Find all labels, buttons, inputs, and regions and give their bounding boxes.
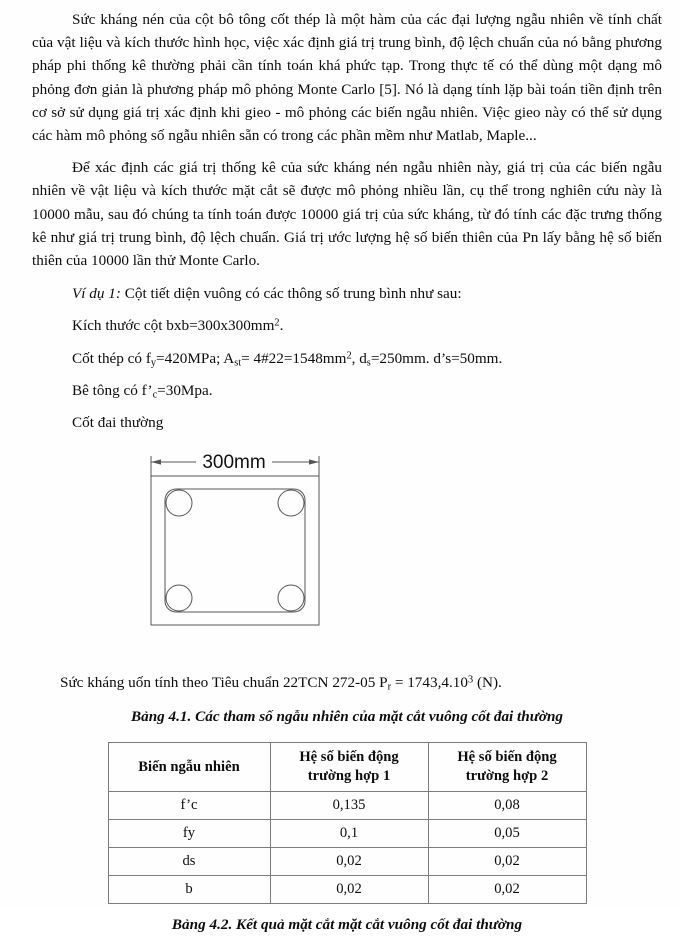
flexural-resistance-line bbox=[32, 668, 662, 694]
cell-case2: 0,08 bbox=[428, 792, 586, 820]
spec-steel-mid4: =250mm. d’s=50mm. bbox=[370, 349, 503, 367]
spec-dimension-text: Kích thước cột bxb=300x300mm bbox=[72, 317, 275, 335]
spec-concrete-value: =30Mpa. bbox=[157, 381, 213, 399]
table-4-1-caption: Bảng 4.1. Các tham số ngẫu nhiên của mặt cắt vuông cốt đai thường bbox=[130, 708, 564, 726]
rebar-bottom-right bbox=[278, 585, 304, 611]
column-cross-section-figure bbox=[117, 440, 347, 665]
spec-steel-area-exponent: 2 bbox=[346, 350, 352, 361]
cell-variable: b bbox=[108, 876, 270, 904]
cell-variable: ds bbox=[108, 848, 270, 876]
spec-stirrup: Cốt đai thường bbox=[72, 414, 164, 432]
resistance-value: = 1743,4.10 bbox=[391, 674, 468, 692]
random-parameters-table bbox=[108, 742, 587, 904]
cell-variable: f’c bbox=[108, 792, 270, 820]
spec-steel-mid1: =420MPa; A bbox=[156, 349, 235, 367]
column-cross-section-svg bbox=[117, 440, 347, 660]
table-header bbox=[108, 743, 586, 792]
cell-case1: 0,02 bbox=[270, 848, 428, 876]
column-header-case2-line1: Hệ số biến động bbox=[457, 749, 557, 766]
spec-steel-mid2: = 4#22=1548mm bbox=[241, 349, 347, 367]
spec-dimension-period: . bbox=[279, 317, 284, 335]
rebar-bottom-left bbox=[166, 585, 192, 611]
spec-dimension bbox=[32, 305, 662, 337]
resistance-sub-r: r bbox=[387, 681, 392, 693]
resistance-exponent: 3 bbox=[467, 674, 474, 686]
table-4-2-caption: Bảng 4.2. Kết quả mặt cắt mặt cắt vuông cốt đai thường bbox=[171, 916, 523, 934]
stirrup-outline bbox=[165, 489, 305, 612]
spec-steel bbox=[32, 338, 662, 370]
figure-container bbox=[32, 440, 662, 668]
cell-variable: fy bbox=[108, 820, 270, 848]
table-row bbox=[108, 848, 586, 876]
spec-steel-sub-s: s bbox=[366, 356, 371, 368]
cell-case1: 0,135 bbox=[270, 792, 428, 820]
example-label: Ví dụ 1: bbox=[72, 285, 121, 303]
resistance-prefix: Sức kháng uốn tính theo Tiêu chuẩn 22TCN 272-05 P bbox=[60, 674, 388, 692]
spec-steel-sub-st: st bbox=[234, 356, 242, 368]
extension-lines bbox=[151, 462, 319, 625]
rebar-top-left bbox=[166, 490, 192, 516]
cell-case2: 0,02 bbox=[428, 848, 586, 876]
resistance-unit: (N). bbox=[473, 674, 502, 692]
rebar-top-right bbox=[278, 490, 304, 516]
spec-concrete bbox=[32, 370, 662, 402]
column-header-case1 bbox=[270, 743, 428, 792]
column-header-case2-line2: trường hợp 2 bbox=[465, 768, 549, 785]
table-header-row bbox=[108, 743, 586, 792]
cell-case2: 0,02 bbox=[428, 876, 586, 904]
arrowhead-right bbox=[309, 460, 319, 465]
table-body bbox=[108, 792, 586, 904]
column-header-case2 bbox=[428, 743, 586, 792]
example-heading bbox=[32, 272, 662, 305]
cell-case1: 0,1 bbox=[270, 820, 428, 848]
table-row bbox=[108, 792, 586, 820]
spec-steel-sub-y: y bbox=[150, 356, 157, 368]
spec-concrete-prefix: Bê tông có f’ bbox=[72, 381, 153, 399]
cell-case1: 0,02 bbox=[270, 876, 428, 904]
dimension-label: 300mm bbox=[202, 452, 266, 474]
table-row bbox=[108, 820, 586, 848]
column-header-case1-line2: trường hợp 1 bbox=[307, 768, 391, 785]
example-intro-text: Cột tiết diện vuông có các thông số trung bình như sau: bbox=[124, 285, 462, 303]
column-header-case1-line1: Hệ số biến động bbox=[299, 749, 399, 766]
column-header-variable bbox=[108, 743, 270, 792]
table-container bbox=[32, 728, 662, 904]
cell-case2: 0,05 bbox=[428, 820, 586, 848]
spec-dimension-exponent: 2 bbox=[274, 317, 280, 329]
spec-concrete-sub-c: c bbox=[152, 389, 158, 401]
table-row bbox=[108, 876, 586, 904]
spec-steel-prefix: Cốt thép có f bbox=[72, 349, 151, 367]
arrowhead-left bbox=[151, 460, 161, 465]
column-outline bbox=[151, 476, 319, 625]
paragraph-intro: Sức kháng nén của cột bô tông cốt thép là một hàm của các đại lượng ngẫu nhiên về tính chất của vật liệu và kích thước hình học, việc xác định giá trị trung bình, độ lệch chuẩn của nó bằng phương pháp phi thống kê thường phải cần tính toán khá phức tạp. Trong thực tế có thể dùng một dạng mô phỏng đơn giản là phương pháp mô phỏng Monte Carlo [5]. Nó là dạng tính lặp bài toán tiền định trên cơ sở sử dụng giá trị xác định khi gieo - mô phỏng các biến ngẫu nhiên. Việc gieo này có thể sử dụng các hàm mô phỏng số ngẫu nhiên sẵn có trong các phần mềm như Matlab, Maple... bbox=[32, 11, 662, 145]
paragraph-monte-carlo: Để xác định các giá trị thống kê của sức kháng nén ngẫu nhiên này, giá trị của các biến ngẫu nhiên về vật liệu và kích thước mặt cắt sẽ được mô phỏng nhiều lần, cụ thể trong nghiên cứu này là 10000 mẫu, sau đó chúng ta tính toán được 10000 giá trị của sức kháng, từ đó tính các đặc trưng thống kê như giá trị trung bình, độ lệch chuẩn. Giá trị ước lượng hệ số biến thiên của Pn lấy bằng hệ số biến thiên của 10000 lần thử Monte Carlo. bbox=[32, 159, 662, 270]
column-header-variable-line1: Biến ngẫu nhiên bbox=[138, 758, 240, 775]
spec-steel-mid3: , d bbox=[351, 349, 367, 367]
